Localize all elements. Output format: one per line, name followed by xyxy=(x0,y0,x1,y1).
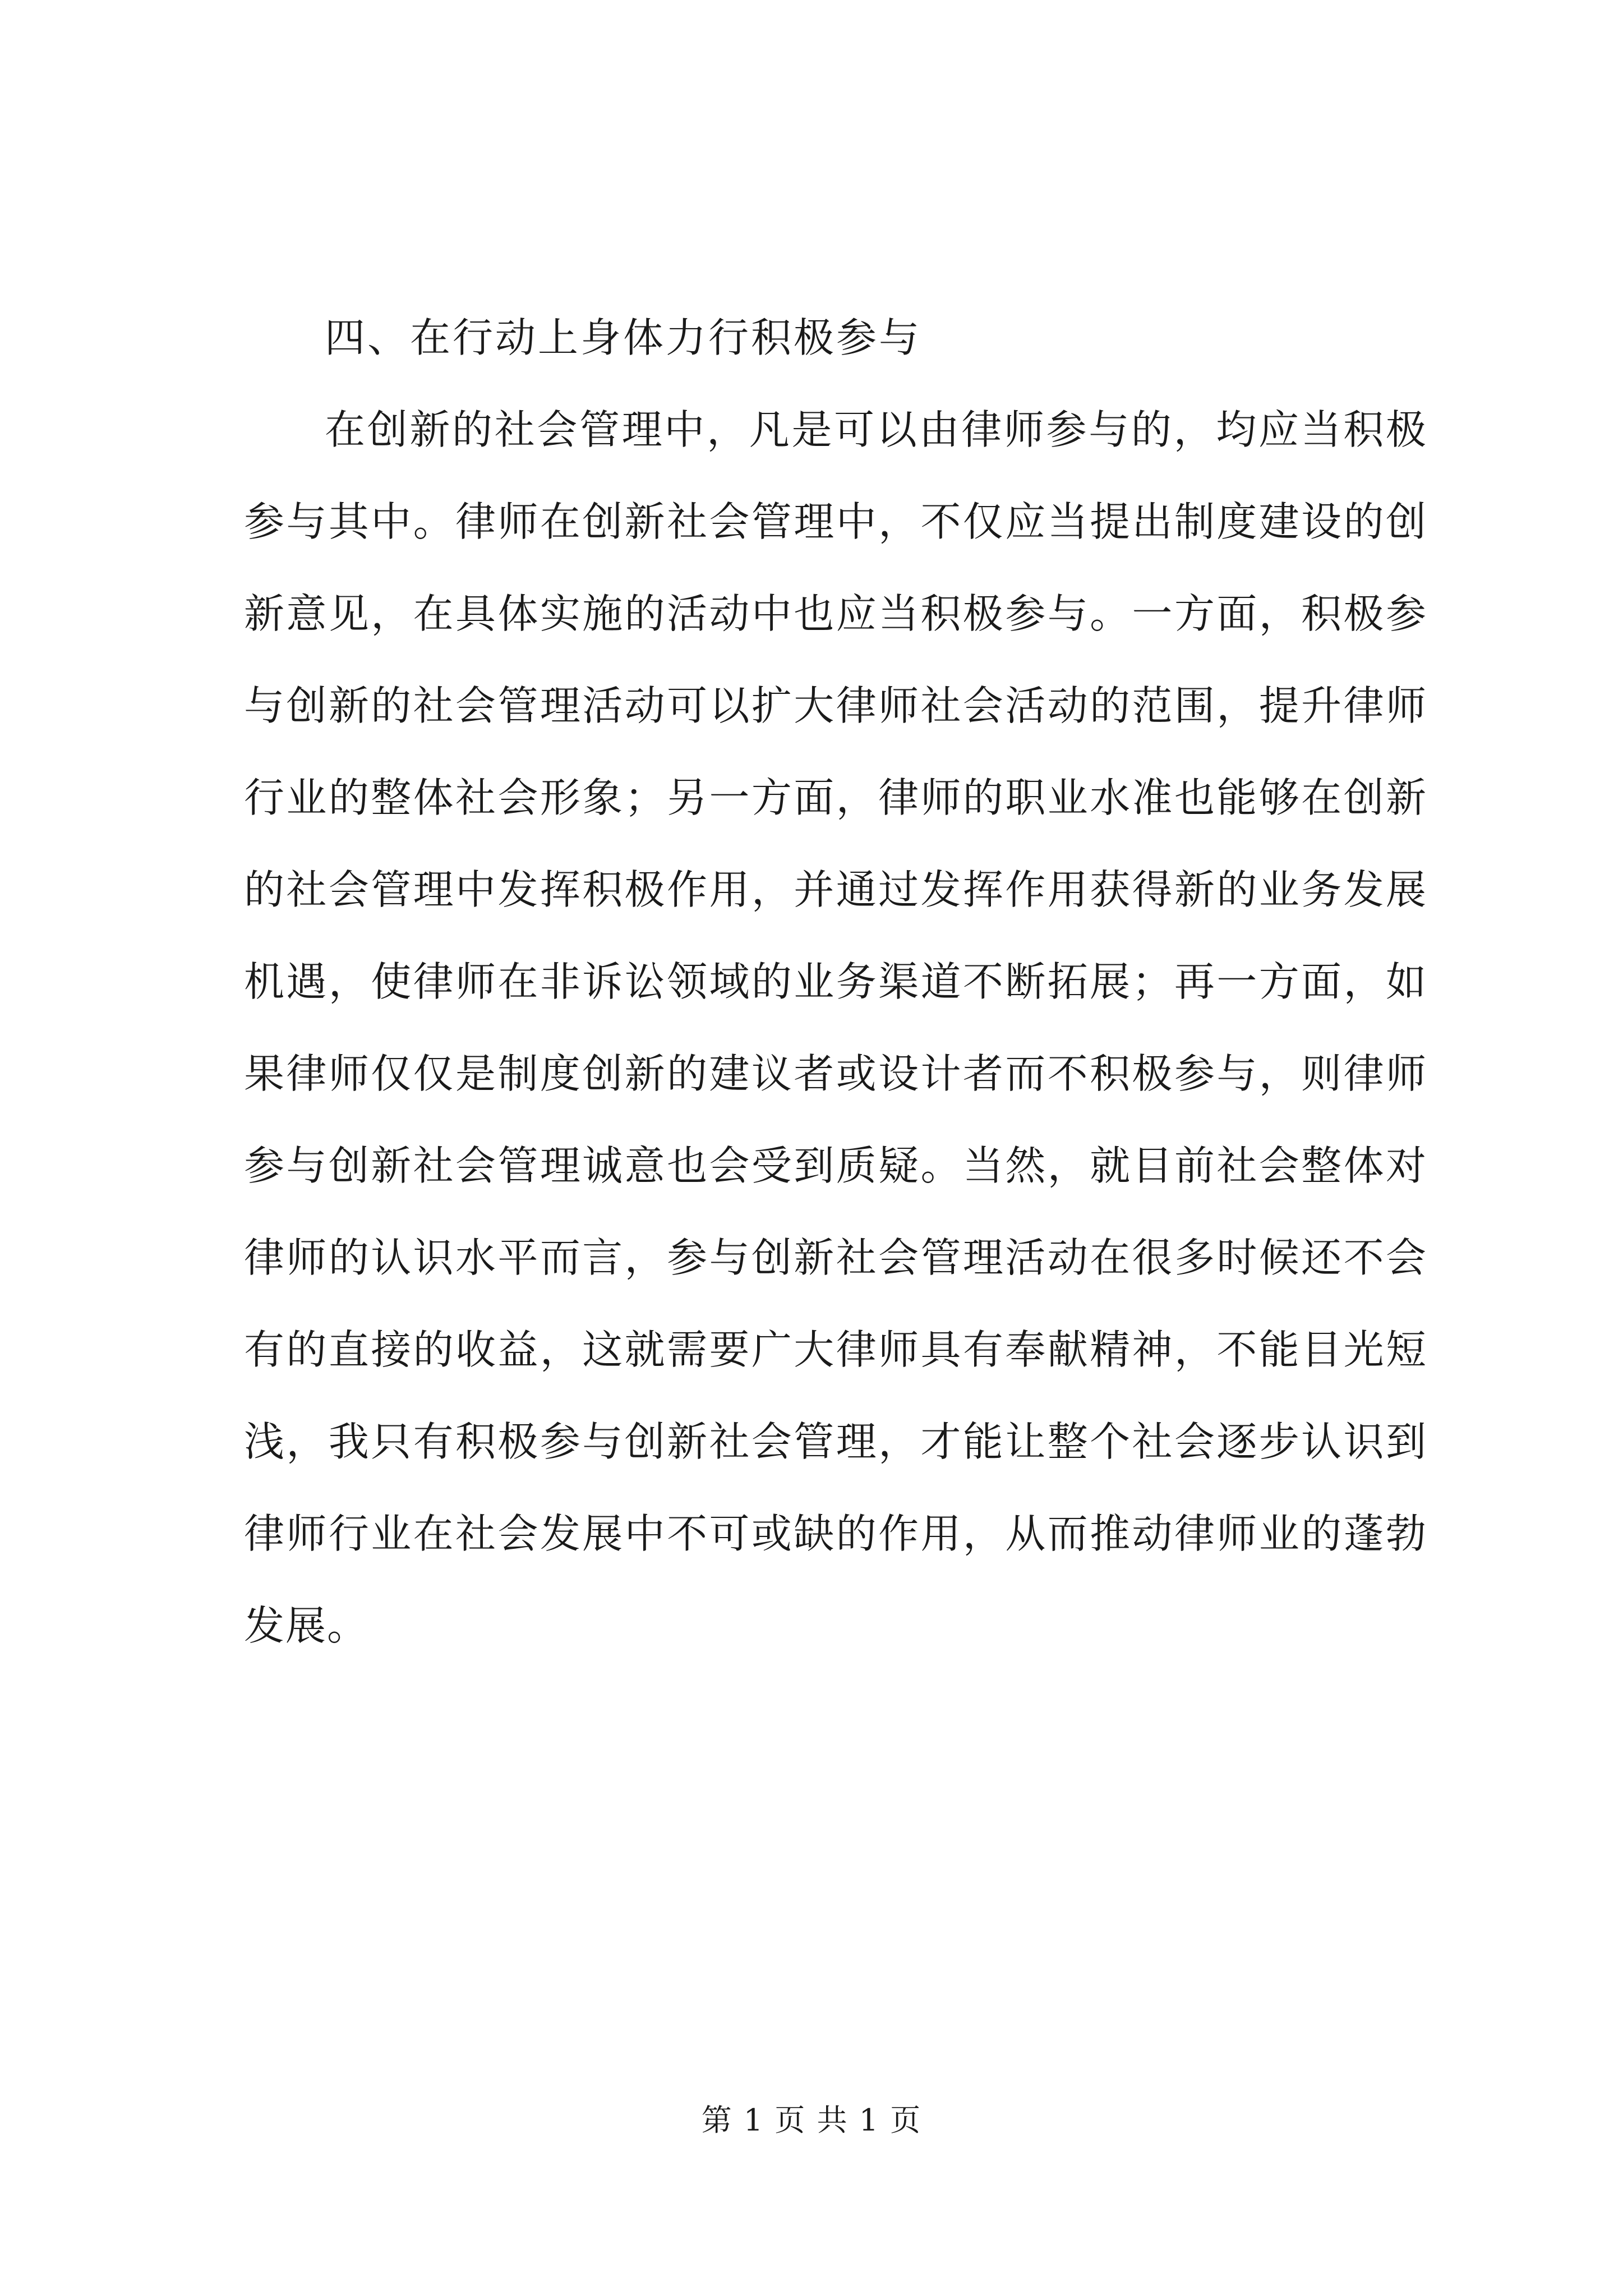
body-paragraph: 在创新的社会管理中，凡是可以由律师参与的，均应当积极参与其中。律师在创新社会管理中，不仅应当提出制度建设的创新意见，在具体实施的活动中也应当积极参与。一方面，积极参与创新的社会管理活动可以扩大律师社会活动的范围，提升律师行业的整体社会形象；另一方面，律师的职业水准也能够在创新的社会管理中发挥积极作用，并通过发挥作用获得新的业务发展机遇，使律师在非诉讼领域的业务渠道不断拓展；再一方面，如果律师仅仅是制度创新的建议者或设计者而不积极参与，则律师参与创新社会管理诚意也会受到质疑。当然，就目前社会整体对律师的认识水平而言，参与创新社会管理活动在很多时候还不会有的直接的收益，这就需要广大律师具有奉献精神，不能目光短浅，我只有积极参与创新社会管理，才能让整个社会逐步认识到律师行业在社会发展中不可或缺的作用，从而推动律师业的蓬勃发展。 xyxy=(244,406,1427,1649)
page-footer: 第 1 页 共 1 页 xyxy=(701,2102,922,2138)
document-body xyxy=(244,292,1427,1672)
section-heading: 四、在行动上身体力行积极参与 xyxy=(325,314,922,361)
